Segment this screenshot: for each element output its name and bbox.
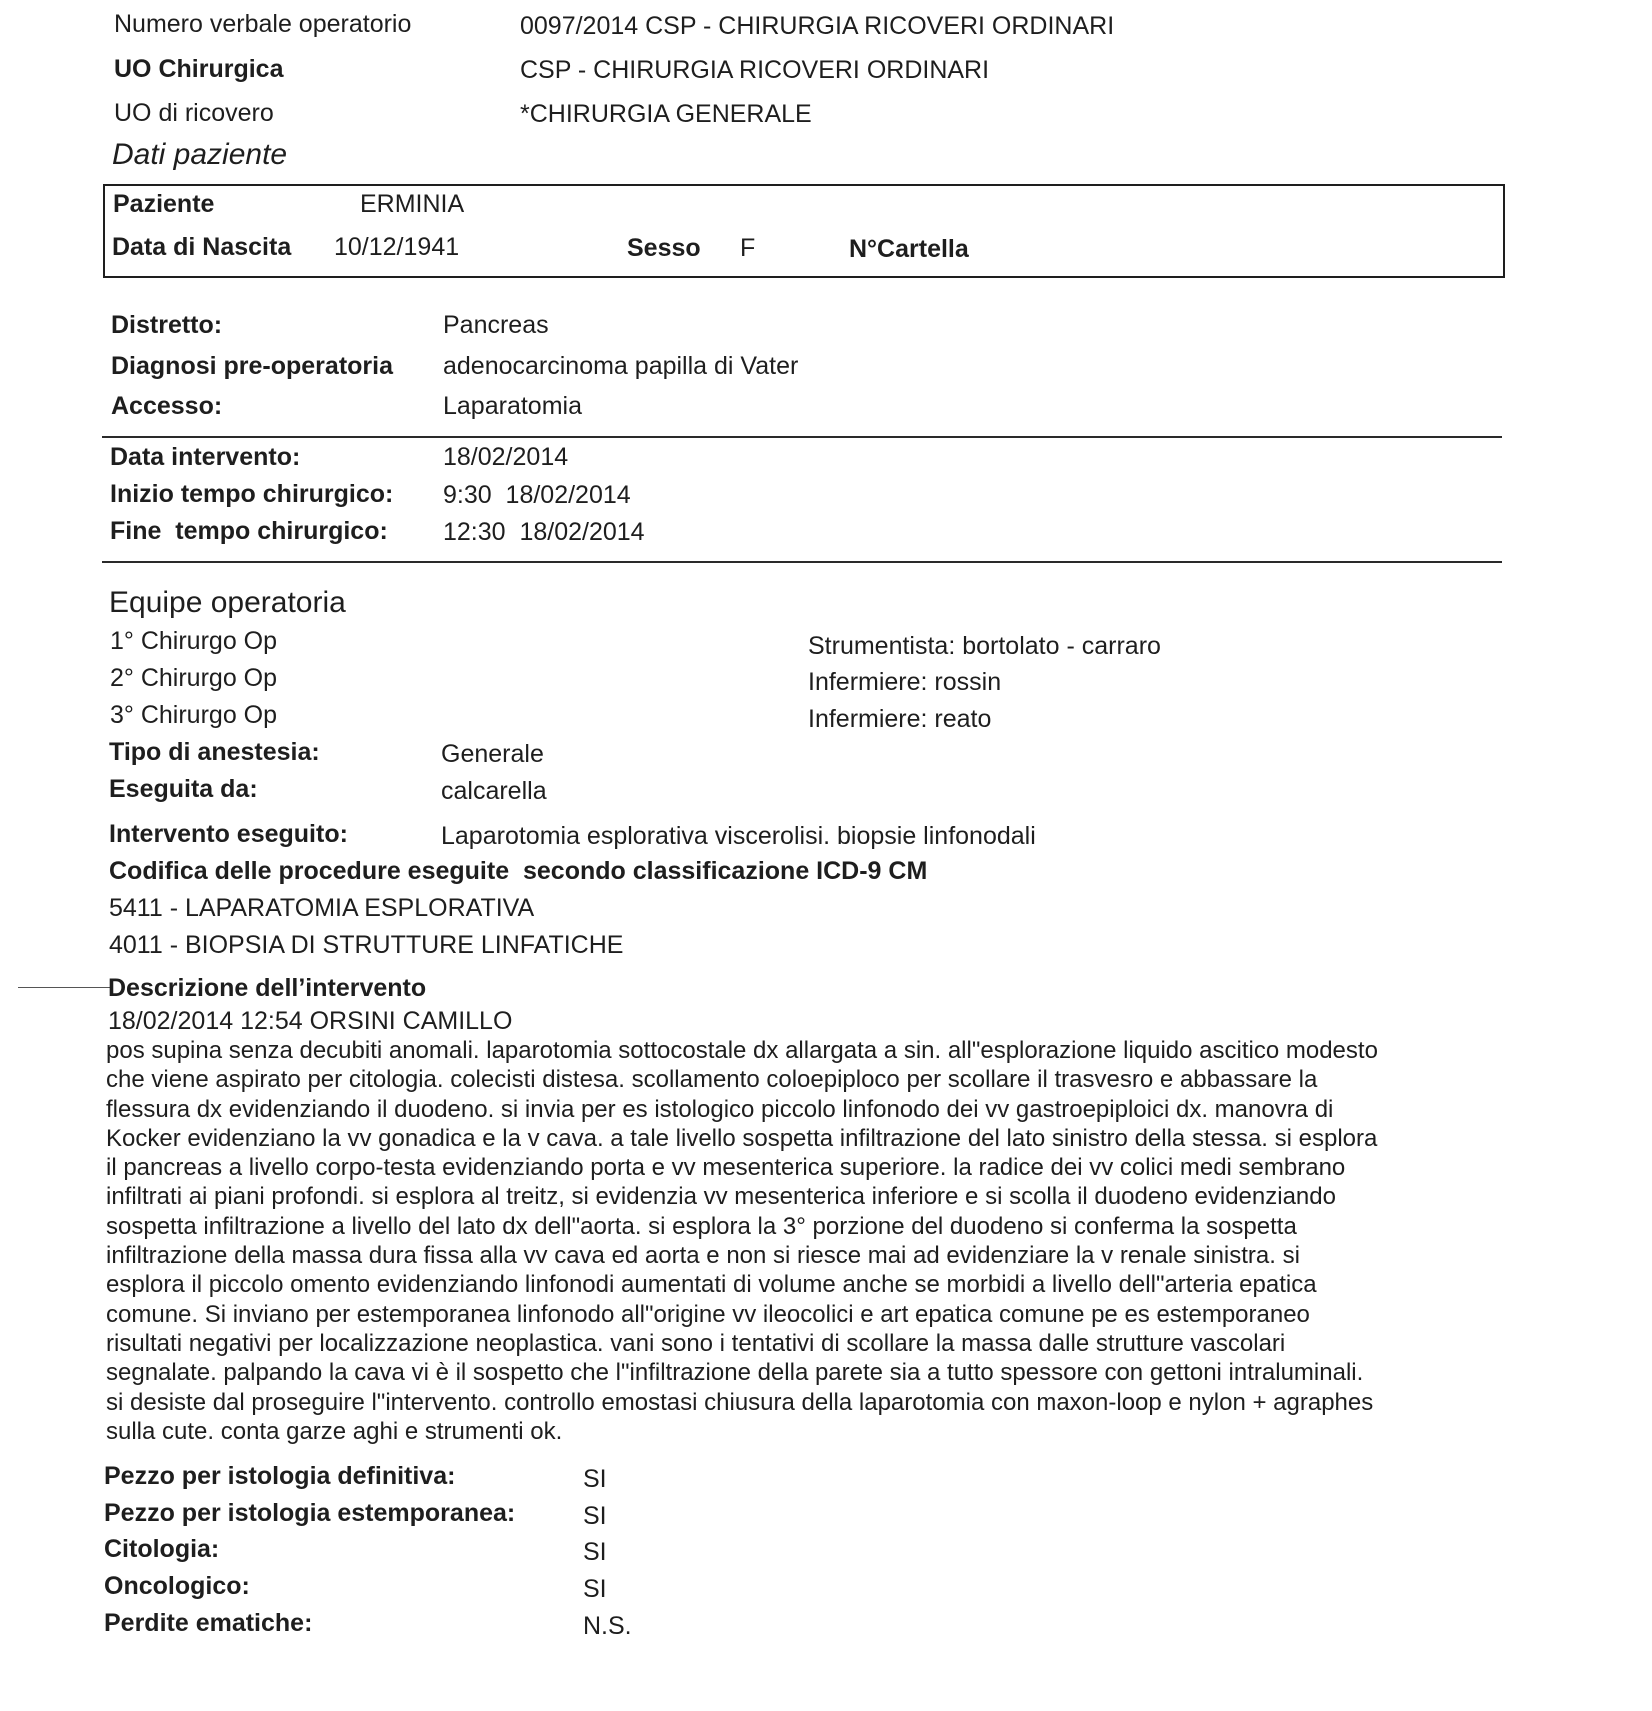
anestesia-value: Generale	[441, 740, 544, 768]
header-value-uo-ricovero: *CHIRURGIA GENERALE	[520, 100, 812, 128]
intervento-value: Laparotomia esplorativa viscerolisi. biopsie linfonodali	[441, 822, 1036, 850]
footer-label-istologia-estemporanea: Pezzo per istologia estemporanea:	[104, 1499, 516, 1527]
footer-label-istologia-definitiva: Pezzo per istologia definitiva:	[104, 1462, 456, 1490]
descrizione-line: esplora il piccolo omento evidenziando linfonodi aumentati di volume anche se morbidi a livello dell"arteria epatica	[106, 1271, 1317, 1299]
footer-label-citologia: Citologia:	[104, 1535, 220, 1563]
descrizione-line: risultati negativi per localizzazione neoplastica. vani sono i tentativi di scollare la massa dalle strutture vascolari	[106, 1329, 1286, 1357]
paziente-label: Paziente	[113, 190, 215, 218]
paziente-value: ERMINIA	[360, 190, 465, 218]
surgeon-2: 2° Chirurgo Op	[110, 664, 278, 692]
data-intervento-value: 18/02/2014	[443, 443, 569, 471]
descrizione-author-line: 18/02/2014 12:54 ORSINI CAMILLO	[108, 1007, 513, 1035]
surgeon-1: 1° Chirurgo Op	[110, 627, 278, 655]
distretto-value: Pancreas	[443, 311, 549, 339]
staff-strumentista: Strumentista: bortolato - carraro	[808, 632, 1161, 660]
icd-code-2: 4011 - BIOPSIA DI STRUTTURE LINFATICHE	[109, 931, 624, 959]
inizio-tempo-value: 9:30 18/02/2014	[443, 481, 631, 509]
distretto-label: Distretto:	[111, 311, 223, 339]
descrizione-line: che viene aspirato per citologia. colecisti distesa. scollamento coloepiploco per scollare il trasvesro e abbassare la	[106, 1066, 1318, 1094]
descrizione-line: il pancreas a livello corpo-testa evidenziando porta e vv mesenterica superiore. la radice dei vv colici medi sembrano	[106, 1154, 1346, 1182]
descrizione-title: Descrizione dell’intervento	[108, 974, 427, 1002]
header-label-numero-verbale: Numero verbale operatorio	[114, 10, 412, 38]
descrizione-line: sulla cute. conta garze aghi e strumenti ok.	[106, 1417, 563, 1445]
fine-tempo-value: 12:30 18/02/2014	[443, 518, 645, 546]
descrizione-line: infiltrati ai piani profondi. si esplora al treitz, si evidenzia vv mesenterica inferiore e si scolla il duodeno evidenziando	[106, 1183, 1336, 1211]
data-nascita-value: 10/12/1941	[334, 233, 460, 261]
staff-infermiere-1: Infermiere: rossin	[808, 668, 1002, 696]
divider-line	[102, 561, 1502, 563]
data-nascita-label: Data di Nascita	[112, 233, 292, 261]
inizio-tempo-label: Inizio tempo chirurgico:	[110, 480, 394, 508]
descrizione-line: pos supina senza decubiti anomali. laparotomia sottocostale dx allargata a sin. all"esplorazione liquido ascitico modesto	[106, 1037, 1378, 1064]
descrizione-line: infiltrazione della massa dura fissa alla vv cava ed aorta e non si riesce mai ad evidenziare la v renale sinistra. si	[106, 1242, 1300, 1270]
header-label-uo-chirurgica: UO Chirurgica	[114, 55, 284, 83]
sesso-value: F	[740, 234, 756, 262]
scan-mark	[18, 987, 110, 988]
cartella-label: N°Cartella	[849, 235, 969, 263]
footer-value-perdite-ematiche: N.S.	[583, 1612, 632, 1640]
accesso-label: Accesso:	[111, 392, 223, 420]
anestesia-label: Tipo di anestesia:	[109, 738, 320, 766]
descrizione-line: sospetta infiltrazione a livello del lato dx dell"aorta. si esplora la 3° porzione del duodeno si conferma la sospetta	[106, 1212, 1297, 1240]
codifica-title: Codifica delle procedure eseguite secondo classificazione ICD-9 CM	[109, 857, 928, 885]
diagnosi-label: Diagnosi pre-operatoria	[111, 352, 393, 380]
descrizione-line: comune. Si inviano per estemporanea linfonodo all"origine vv ileocolici e art epatica comune pe es estemporaneo	[106, 1300, 1310, 1328]
header-value-uo-chirurgica: CSP - CHIRURGIA RICOVERI ORDINARI	[520, 56, 990, 84]
descrizione-line: si desiste dal proseguire l"intervento. controllo emostasi chiusura della laparotomia con maxon-loop e nylon + agraphes	[106, 1388, 1374, 1416]
surgeon-3: 3° Chirurgo Op	[110, 701, 278, 729]
sesso-label: Sesso	[627, 234, 701, 262]
staff-infermiere-2: Infermiere: reato	[808, 705, 992, 733]
descrizione-line: segnalate. palpando la cava vi è il sospetto che l"infiltrazione della parete sia a tutto spessore con gettoni intraluminali.	[106, 1359, 1364, 1387]
eseguita-value: calcarella	[441, 777, 547, 805]
footer-value-citologia: SI	[583, 1538, 607, 1566]
icd-code-1: 5411 - LAPARATOMIA ESPLORATIVA	[109, 894, 535, 922]
footer-value-oncologico: SI	[583, 1575, 607, 1603]
header-label-uo-ricovero: UO di ricovero	[114, 99, 274, 127]
descrizione-line: flessura dx evidenziando il duodeno. si invia per es istologico piccolo linfonodo dei vv gastroepiploici dx. manovra di	[106, 1095, 1334, 1123]
divider-line	[102, 436, 1502, 438]
descrizione-text	[106, 1036, 1501, 1446]
diagnosi-value: adenocarcinoma papilla di Vater	[443, 352, 799, 380]
eseguita-label: Eseguita da:	[109, 775, 258, 803]
fine-tempo-label: Fine tempo chirurgico:	[110, 517, 388, 545]
accesso-value: Laparatomia	[443, 392, 582, 420]
footer-value-istologia-definitiva: SI	[583, 1465, 607, 1493]
data-intervento-label: Data intervento:	[110, 443, 301, 471]
intervento-label: Intervento eseguito:	[109, 820, 348, 848]
footer-label-perdite-ematiche: Perdite ematiche:	[104, 1609, 313, 1637]
equipe-title: Equipe operatoria	[109, 586, 346, 619]
patient-box	[103, 184, 1505, 278]
descrizione-line: Kocker evidenziano la vv gonadica e la v cava. a tale livello sospetta infiltrazione del lato sinistro della stessa. si esplora	[106, 1124, 1378, 1152]
section-title-dati-paziente: Dati paziente	[112, 138, 288, 171]
footer-value-istologia-estemporanea: SI	[583, 1502, 607, 1530]
header-value-numero-verbale: 0097/2014 CSP - CHIRURGIA RICOVERI ORDINARI	[520, 12, 1115, 40]
footer-label-oncologico: Oncologico:	[104, 1572, 250, 1600]
